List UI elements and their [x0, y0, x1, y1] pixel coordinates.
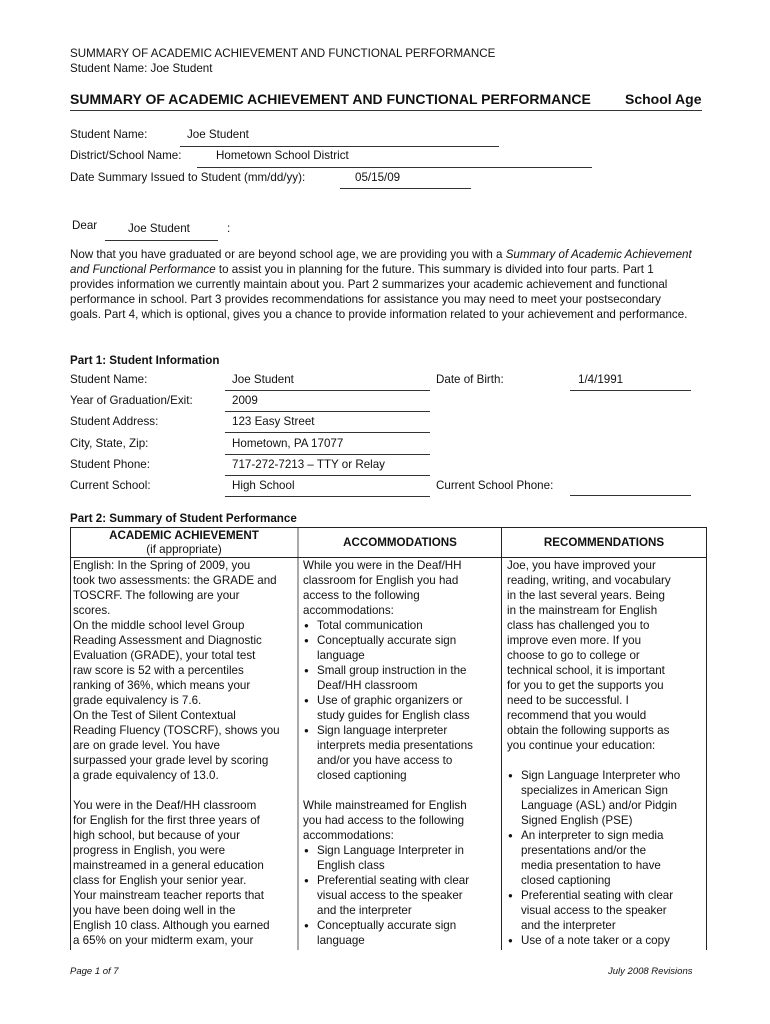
info-label: Student Phone: — [70, 457, 150, 471]
cell-line: mainstreamed in a general education — [73, 859, 264, 872]
cell-line — [73, 783, 293, 798]
cell-line: presentations and/or the — [521, 844, 647, 857]
cell-line: While mainstreamed for English — [303, 799, 467, 812]
header-academic-note: (if appropriate) — [146, 543, 222, 556]
cell-line: you had access to the following — [303, 814, 465, 827]
bullet-line: ● Small group instruction in the — [303, 663, 497, 678]
cell-line: While you were in the Deaf/HH — [303, 559, 462, 572]
cell-line: closed captioning — [521, 874, 611, 887]
intro-text-1: Now that you have graduated or are beyond school age, we are providing you with a — [70, 248, 506, 261]
cell-line: ranking of 36%, which means your — [73, 679, 251, 692]
cell-line: obtain the following supports as — [507, 724, 670, 737]
bullet-line: ● Sign Language Interpreter in — [303, 843, 497, 858]
cell-line: you continue your education: — [507, 739, 656, 752]
cell-line: and the interpreter — [317, 904, 412, 917]
dear-colon: : — [227, 222, 231, 235]
info-underline — [225, 390, 430, 391]
date-issued-label: Date Summary Issued to Student (mm/dd/yy): — [70, 171, 306, 184]
cell-line: in the mainstream for English — [507, 604, 658, 617]
header-recommendations: RECOMMENDATIONS — [543, 536, 665, 549]
cell-line: scores. — [73, 604, 111, 617]
cell-line: language — [317, 934, 365, 947]
info-underline — [225, 496, 430, 497]
info-label: Student Address: — [70, 415, 159, 429]
cell-line: raw score is 52 with a percentiles — [73, 664, 244, 677]
bullet-line: ● Sign language interpreter — [303, 723, 497, 738]
cell-line: are on grade level. You have — [73, 739, 220, 752]
cell-line: English class — [317, 859, 385, 872]
dear-label: Dear — [72, 219, 98, 232]
school-age-label: School Age — [625, 91, 702, 107]
info-underline — [225, 454, 430, 455]
date-underline — [340, 188, 471, 189]
cell-line: you have been doing well in the — [73, 904, 236, 917]
cell-line: accommodations: — [303, 829, 394, 842]
info-label: City, State, Zip: — [70, 436, 149, 450]
performance-table — [70, 527, 707, 950]
dear-name-field[interactable]: Joe Student — [128, 222, 190, 235]
info-underline — [225, 475, 430, 476]
bullet-line: ● Conceptually accurate sign — [303, 633, 497, 648]
cell-line — [507, 753, 703, 768]
cell-line: Reading Fluency (TOSCRF), shows you — [73, 724, 280, 737]
header-accommodations: ACCOMMODATIONS — [343, 536, 457, 549]
cell-line: Evaluation (GRADE), your total test — [73, 649, 256, 662]
cell-line: On the Test of Silent Contextual — [73, 709, 236, 722]
cell-line: high school, but because of your — [73, 829, 240, 842]
district-label: District/School Name: — [70, 149, 182, 162]
column-divider — [501, 528, 502, 950]
page-title: SUMMARY OF ACADEMIC ACHIEVEMENT AND FUNCTIONAL PERFORMANCE — [70, 91, 591, 107]
bullet-line: ● Use of graphic organizers or — [303, 693, 497, 708]
part2-heading: Part 2: Summary of Student Performance — [70, 512, 297, 525]
running-header-student: Student Name: Joe Student — [70, 62, 213, 75]
cell-line: and/or you have access to — [317, 754, 453, 767]
bullet-line: ● Total communication — [303, 618, 497, 633]
info-field[interactable]: Joe Student — [232, 373, 294, 386]
bullet-line: ● Preferential seating with clear — [507, 888, 703, 903]
cell-line: access to the following — [303, 589, 420, 602]
bullet-line: ● Preferential seating with clear — [303, 873, 497, 888]
cell-line: specializes in American Sign — [521, 784, 668, 797]
cell-line: Joe, you have improved your — [507, 559, 656, 572]
accommodations-cell — [303, 558, 497, 948]
cell-line: class has challenged you to — [507, 619, 650, 632]
bullet-line: ● An interpreter to sign media — [507, 828, 703, 843]
school-phone-underline — [570, 495, 691, 496]
info-field[interactable]: High School — [232, 479, 295, 492]
cell-line: and the interpreter — [521, 919, 616, 932]
cell-line: took two assessments: the GRADE and — [73, 574, 277, 587]
cell-line: technical school, it is important — [507, 664, 665, 677]
cell-line — [303, 783, 497, 798]
cell-line: media presentation to have — [521, 859, 661, 872]
info-field[interactable]: 123 Easy Street — [232, 415, 315, 429]
part1-heading: Part 1: Student Information — [70, 354, 220, 367]
cell-line: Language (ASL) and/or Pidgin — [521, 799, 677, 812]
cell-line: reading, writing, and vocabulary — [507, 574, 671, 587]
header-academic — [71, 529, 297, 557]
intro-text-2: to assist you in planning for the future. This summary is divided into four parts. Part 1 provides information we currently maintain about you. Part 2 summarizes your academic achievement and functional performance in school. Part 3 provides recommendations for assistance you may need to meet your postsecondary goals. Part 4, which is optional, gives you a chance to provide information related to your achievement and performance. — [70, 263, 688, 321]
info-label: Student Name: — [70, 373, 148, 386]
cell-line: for English for the first three years of — [73, 814, 260, 827]
cell-line: a grade equivalency of 13.0. — [73, 769, 219, 782]
bullet-line: ● Conceptually accurate sign — [303, 918, 497, 933]
student-name-underline — [180, 146, 499, 147]
cell-line: Your mainstream teacher reports that — [73, 889, 264, 902]
cell-line: a 65% on your midterm exam, your — [73, 934, 254, 947]
district-field[interactable]: Hometown School District — [216, 149, 349, 162]
intro-doc-title: Summary of Academic Achievement and Functional Performance — [70, 248, 692, 276]
title-rule — [70, 110, 702, 111]
cell-line: English 10 class. Although you earned — [73, 919, 270, 932]
dob-underline — [570, 390, 691, 391]
cell-line: progress in English, you were — [73, 844, 226, 857]
bullet-line: ● Use of a note taker or a copy — [507, 933, 703, 948]
cell-line: Reading Assessment and Diagnostic — [73, 634, 262, 647]
student-name-label: Student Name: — [70, 128, 148, 141]
cell-line: recommend that you would — [507, 709, 647, 722]
cell-line: improve even more. If you — [507, 634, 642, 647]
info-underline — [225, 432, 430, 433]
district-underline — [197, 167, 592, 168]
dob-label: Date of Birth: — [436, 373, 504, 386]
info-field[interactable]: Hometown, PA 17077 — [232, 436, 344, 450]
revision-date: July 2008 Revisions — [608, 966, 693, 977]
dob-field[interactable]: 1/4/1991 — [578, 373, 624, 386]
cell-line: visual access to the speaker — [521, 904, 667, 917]
info-label: Year of Graduation/Exit: — [70, 394, 193, 408]
cell-line: for you to get the supports you — [507, 679, 664, 692]
cell-line: accommodations: — [303, 604, 394, 617]
column-divider — [297, 528, 299, 950]
cell-line: Signed English (PSE) — [521, 814, 633, 827]
cell-line: Deaf/HH classroom — [317, 679, 418, 692]
cell-line: interprets media presentations — [317, 739, 473, 752]
info-field[interactable]: 2009 — [232, 394, 258, 408]
header-academic-title: ACADEMIC ACHIEVEMENT — [109, 529, 259, 542]
cell-line: grade equivalency is 7.6. — [73, 694, 202, 707]
academic-achievement-cell — [73, 558, 293, 948]
page-number: Page 1 of 7 — [70, 966, 119, 977]
cell-line: closed captioning — [317, 769, 407, 782]
cell-line: On the middle school level Group — [73, 619, 245, 632]
info-underline — [225, 411, 430, 412]
cell-line: visual access to the speaker — [317, 889, 463, 902]
cell-line: language — [317, 649, 365, 662]
info-field[interactable]: 717-272-7213 – TTY or Relay — [232, 457, 385, 471]
cell-line: class for English your senior year. — [73, 874, 247, 887]
cell-line: surpassed your grade level by scoring — [73, 754, 269, 767]
school-phone-label: Current School Phone: — [436, 479, 554, 492]
cell-line: study guides for English class — [317, 709, 470, 722]
dear-underline — [105, 240, 218, 241]
running-header-title: SUMMARY OF ACADEMIC ACHIEVEMENT AND FUNCTIONAL PERFORMANCE — [70, 47, 496, 60]
cell-line: need to be successful. I — [507, 694, 629, 707]
intro-paragraph — [70, 247, 692, 322]
bullet-line: ● Sign Language Interpreter who — [507, 768, 703, 783]
date-issued-field[interactable]: 05/15/09 — [355, 171, 401, 184]
cell-line: TOSCRF. The following are your — [73, 589, 240, 602]
cell-line: classroom for English you had — [303, 574, 459, 587]
cell-line: You were in the Deaf/HH classroom — [73, 799, 257, 812]
cell-line: English: In the Spring of 2009, you — [73, 559, 251, 572]
cell-line: in the last several years. Being — [507, 589, 665, 602]
info-label: Current School: — [70, 479, 151, 492]
recommendations-cell — [507, 558, 703, 948]
student-name-field[interactable]: Joe Student — [187, 128, 249, 141]
cell-line: choose to go to college or — [507, 649, 640, 662]
